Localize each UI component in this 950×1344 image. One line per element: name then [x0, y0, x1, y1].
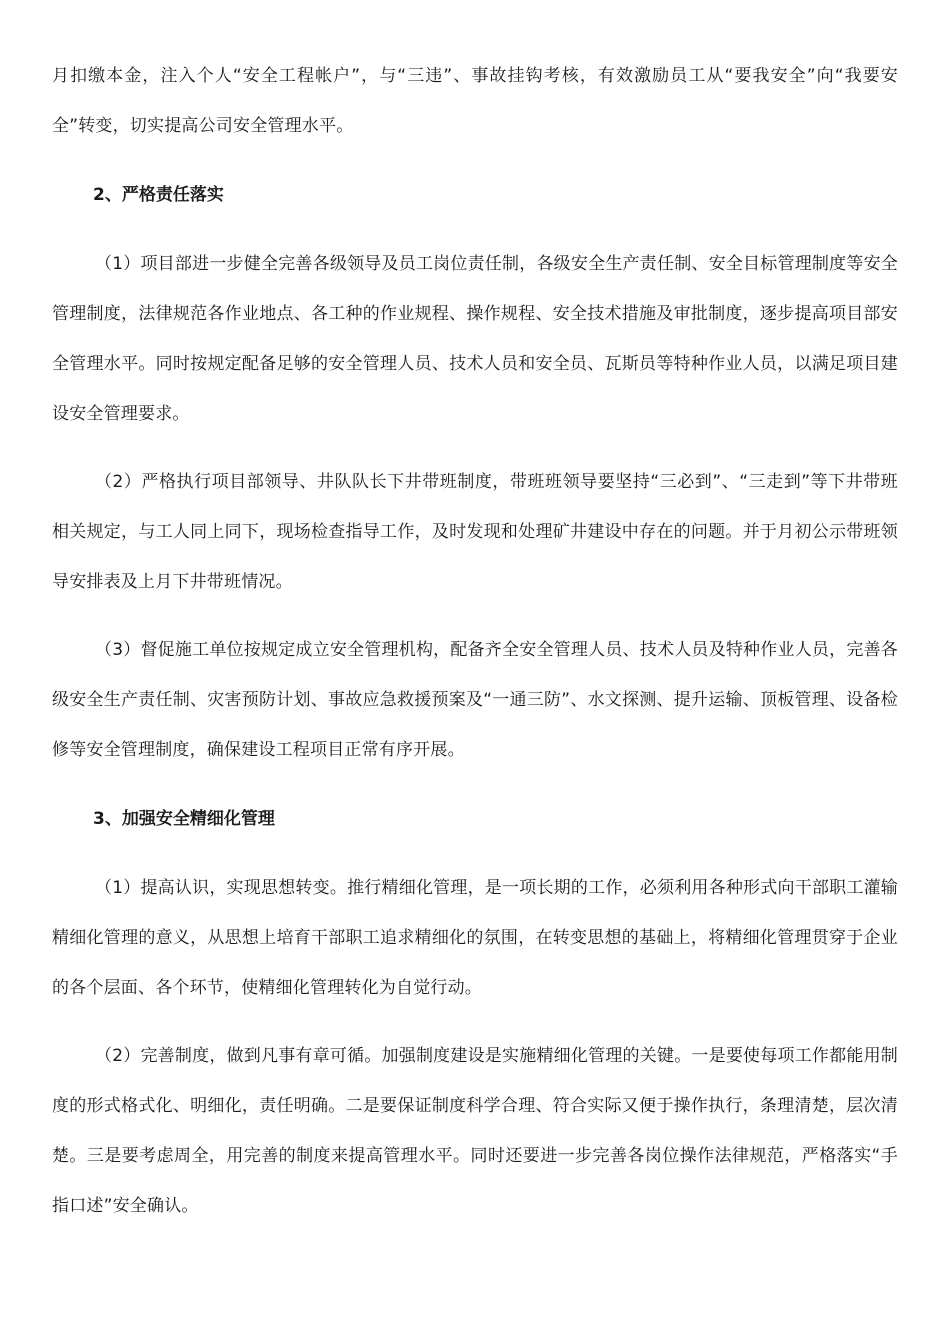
section-2-paragraph-1: （1）项目部进一步健全完善各级领导及员工岗位责任制，各级安全生产责任制、安全目标管理制度等安全管理制度，法律规范各作业地点、各工种的作业规程、操作规程、安全技术措施及审批制度，逐步提高项目部安全管理水平。同时按规定配备足够的安全管理人员、技术人员和安全员、瓦斯员等特种作业人员，以满足项目建设安全管理要求。 [52, 254, 898, 424]
section-3-paragraph-2: （2）完善制度，做到凡事有章可循。加强制度建设是实施精细化管理的关键。一是要使每项工作都能用制度的形式格式化、明细化，责任明确。二是要保证制度科学合理、符合实际又便于操作执行，条理清楚，层次清楚。三是要考虑周全，用完善的制度来提高管理水平。同时还要进一步完善各岗位操作法律规范，严格落实“手指口述”安全确认。 [52, 1046, 898, 1216]
section-3-paragraph-1: （1）提高认识，实现思想转变。推行精细化管理，是一项长期的工作，必须利用各种形式向干部职工灌输精细化管理的意义，从思想上培育干部职工追求精细化的氛围，在转变思想的基础上，将精细化管理贯穿于企业的各个层面、各个环节，使精细化管理转化为自觉行动。 [52, 878, 898, 998]
section-2-paragraph-3: （3）督促施工单位按规定成立安全管理机构，配备齐全安全管理人员、技术人员及特种作业人员，完善各级安全生产责任制、灾害预防计划、事故应急救援预案及“一通三防”、水文探测、提升运输、顶板管理、设备检修等安全管理制度，确保建设工程项目正常有序开展。 [52, 640, 898, 760]
section-2-paragraph-2: （2）严格执行项目部领导、井队队长下井带班制度，带班班领导要坚持“三必到”、“三走到”等下井带班相关规定，与工人同上同下，现场检查指导工作，及时发现和处理矿井建设中存在的问题。并于月初公示带班领导安排表及上月下井带班情况。 [52, 472, 898, 592]
section-2-heading: 2、严格责任落实 [93, 185, 224, 205]
section-3-heading: 3、加强安全精细化管理 [93, 809, 275, 829]
intro-paragraph: 月扣缴本金，注入个人“安全工程帐户”，与“三违”、事故挂钩考核，有效激励员工从“要我安全”向“我要安全”转变，切实提高公司安全管理水平。 [52, 66, 898, 136]
